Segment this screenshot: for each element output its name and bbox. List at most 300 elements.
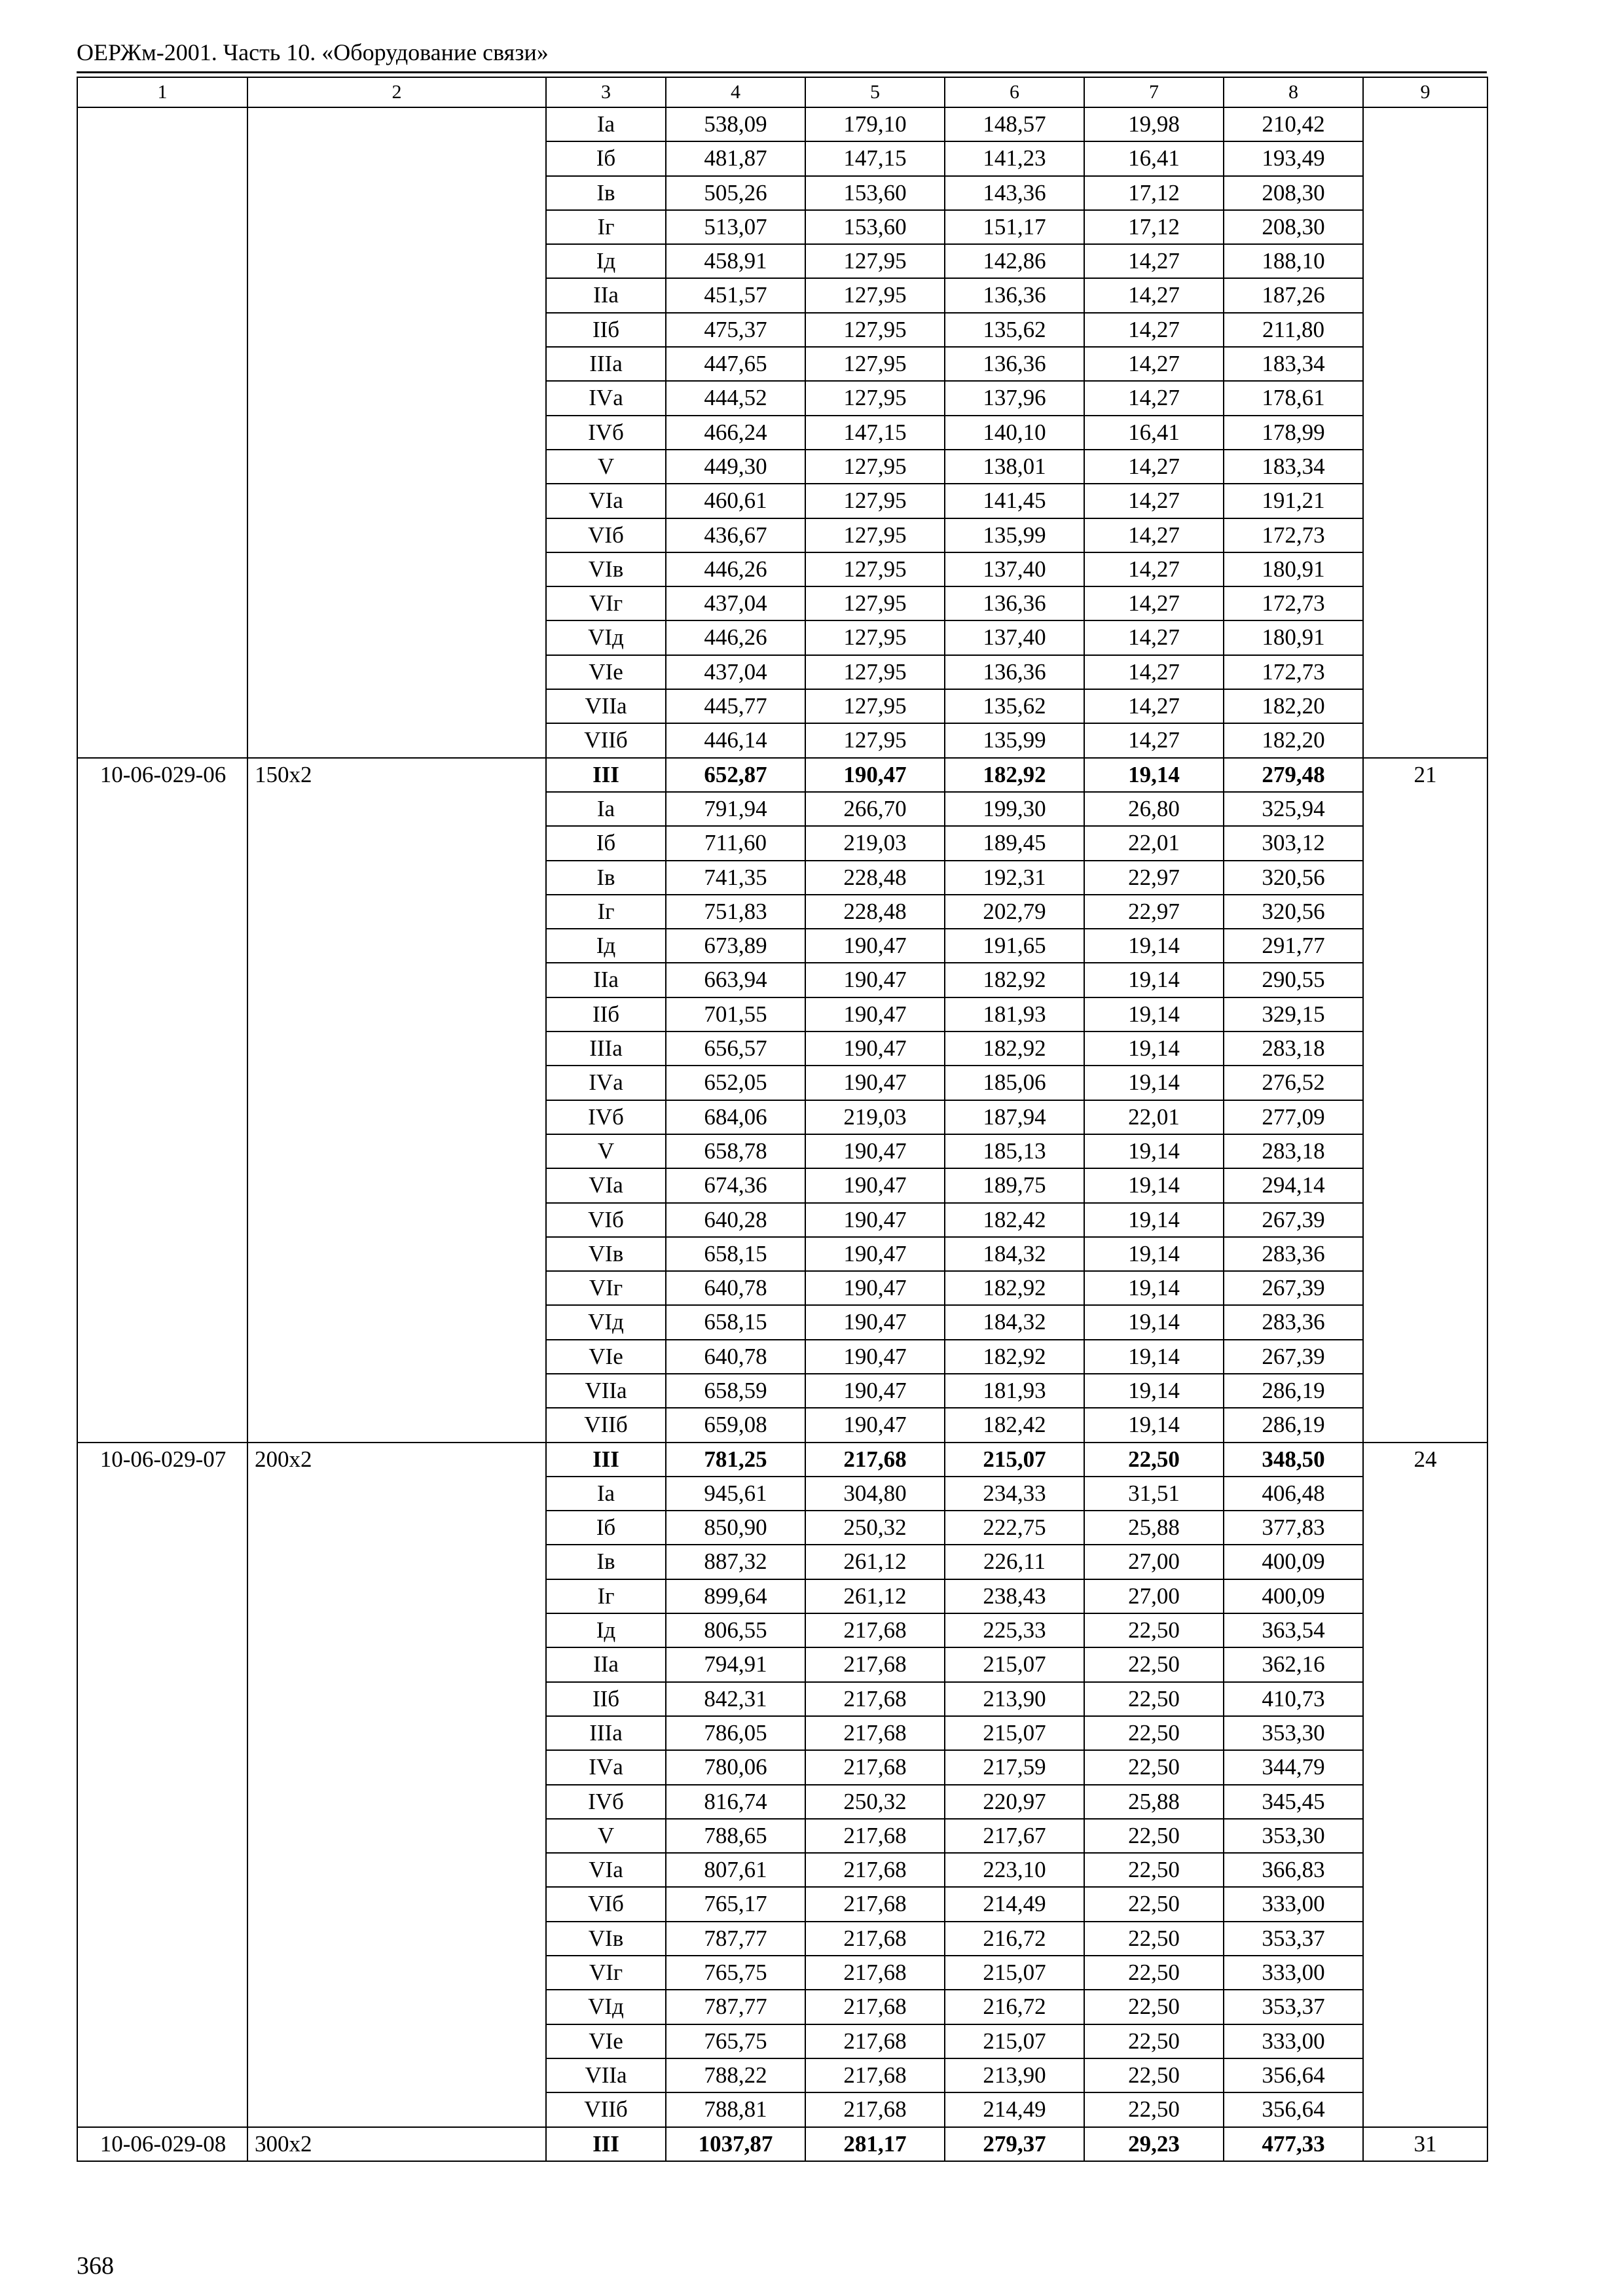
operator-wages-cell: 27,00: [1084, 1545, 1224, 1579]
cable-size-cell: [247, 1203, 546, 1237]
header-rule: [77, 71, 1487, 73]
wages-cell: 261,12: [805, 1579, 945, 1613]
machine-cost-cell: 135,62: [945, 689, 1084, 723]
machine-cost-cell: 215,07: [945, 1443, 1084, 1477]
column-number: 3: [546, 77, 666, 107]
wages-cell: 127,95: [805, 689, 945, 723]
cable-size-cell: [247, 484, 546, 518]
machine-cost-cell: 135,99: [945, 518, 1084, 552]
cable-size-cell: [247, 1682, 546, 1716]
machine-cost-cell: 199,30: [945, 792, 1084, 826]
cable-size-cell: [247, 1579, 546, 1613]
materials-cell: 267,39: [1224, 1203, 1363, 1237]
cable-size-cell: [247, 1305, 546, 1339]
table-row: [77, 1134, 1487, 1168]
rate-code-cell: [77, 1305, 247, 1339]
zone-cell: Iг: [546, 895, 666, 929]
wages-cell: 190,47: [805, 929, 945, 963]
cable-size-cell: [247, 1853, 546, 1887]
labor-hours-cell: [1363, 861, 1487, 895]
table-row: [77, 1750, 1487, 1784]
cable-size-cell: [247, 1237, 546, 1271]
materials-cell: 333,00: [1224, 2024, 1363, 2058]
wages-cell: 217,68: [805, 2058, 945, 2092]
rate-code-cell: 10-06-029-06: [77, 758, 247, 792]
operator-wages-cell: 22,01: [1084, 826, 1224, 860]
labor-hours-cell: [1363, 997, 1487, 1031]
zone-cell: Iг: [546, 1579, 666, 1613]
rate-code-cell: [77, 895, 247, 929]
table-row: [77, 107, 1487, 141]
rate-code-cell: [77, 347, 247, 381]
labor-hours-cell: [1363, 1647, 1487, 1681]
operator-wages-cell: 22,50: [1084, 2092, 1224, 2126]
materials-cell: 477,33: [1224, 2127, 1363, 2161]
zone-cell: VIIб: [546, 723, 666, 757]
rate-code-cell: [77, 1168, 247, 1202]
zone-cell: IIIа: [546, 347, 666, 381]
machine-cost-cell: 202,79: [945, 895, 1084, 929]
zone-cell: III: [546, 1443, 666, 1477]
column-number: 6: [945, 77, 1084, 107]
total-cost-cell: 899,64: [666, 1579, 805, 1613]
table-row: [77, 1990, 1487, 2024]
operator-wages-cell: 19,14: [1084, 1305, 1224, 1339]
labor-hours-cell: [1363, 1545, 1487, 1579]
labor-hours-cell: [1363, 1956, 1487, 1990]
machine-cost-cell: 214,49: [945, 2092, 1084, 2126]
wages-cell: 190,47: [805, 1271, 945, 1305]
cable-size-cell: [247, 1271, 546, 1305]
rate-code-cell: [77, 1271, 247, 1305]
cable-size-cell: [247, 176, 546, 210]
wages-cell: 261,12: [805, 1545, 945, 1579]
cable-size-cell: [247, 1956, 546, 1990]
operator-wages-cell: 14,27: [1084, 484, 1224, 518]
rate-code-cell: [77, 689, 247, 723]
machine-cost-cell: 279,37: [945, 2127, 1084, 2161]
zone-cell: Iа: [546, 107, 666, 141]
rate-code-cell: [77, 1682, 247, 1716]
rate-code-cell: [77, 620, 247, 655]
materials-cell: 377,83: [1224, 1511, 1363, 1545]
total-cost-cell: 437,04: [666, 655, 805, 689]
materials-cell: 353,30: [1224, 1819, 1363, 1853]
labor-hours-cell: [1363, 723, 1487, 757]
cable-size-cell: [247, 1750, 546, 1784]
table-row: [77, 1408, 1487, 1442]
total-cost-cell: 751,83: [666, 895, 805, 929]
materials-cell: 291,77: [1224, 929, 1363, 963]
labor-hours-cell: [1363, 176, 1487, 210]
machine-cost-cell: 222,75: [945, 1511, 1084, 1545]
table-row: [77, 1682, 1487, 1716]
zone-cell: IIа: [546, 1647, 666, 1681]
labor-hours-cell: [1363, 586, 1487, 620]
materials-cell: 366,83: [1224, 1853, 1363, 1887]
wages-cell: 127,95: [805, 484, 945, 518]
rate-code-cell: [77, 1340, 247, 1374]
table-row: [77, 997, 1487, 1031]
labor-hours-cell: 31: [1363, 2127, 1487, 2161]
machine-cost-cell: 141,23: [945, 141, 1084, 175]
total-cost-cell: 445,77: [666, 689, 805, 723]
operator-wages-cell: 17,12: [1084, 176, 1224, 210]
zone-cell: VIа: [546, 1853, 666, 1887]
rate-code-cell: [77, 1511, 247, 1545]
operator-wages-cell: 22,97: [1084, 895, 1224, 929]
operator-wages-cell: 22,50: [1084, 2058, 1224, 2092]
total-cost-cell: 781,25: [666, 1443, 805, 1477]
materials-cell: 353,37: [1224, 1990, 1363, 2024]
zone-cell: IIб: [546, 997, 666, 1031]
cable-size-cell: 300x2: [247, 2127, 546, 2161]
zone-cell: IIб: [546, 1682, 666, 1716]
total-cost-cell: 673,89: [666, 929, 805, 963]
wages-cell: 190,47: [805, 963, 945, 997]
labor-hours-cell: [1363, 2092, 1487, 2126]
total-cost-cell: 451,57: [666, 278, 805, 312]
total-cost-cell: 806,55: [666, 1613, 805, 1647]
machine-cost-cell: 182,92: [945, 963, 1084, 997]
zone-cell: VIд: [546, 1305, 666, 1339]
cable-size-cell: [247, 1408, 546, 1442]
total-cost-cell: 458,91: [666, 244, 805, 278]
zone-cell: IVб: [546, 416, 666, 450]
operator-wages-cell: 22,97: [1084, 861, 1224, 895]
labor-hours-cell: [1363, 963, 1487, 997]
cable-size-cell: 150x2: [247, 758, 546, 792]
wages-cell: 190,47: [805, 758, 945, 792]
total-cost-cell: 816,74: [666, 1785, 805, 1819]
total-cost-cell: 658,15: [666, 1237, 805, 1271]
page-number: 368: [77, 2252, 114, 2280]
cable-size-cell: [247, 1819, 546, 1853]
table-row: [77, 1168, 1487, 1202]
cable-size-cell: [247, 1785, 546, 1819]
zone-cell: VIIб: [546, 2092, 666, 2126]
table-row: [77, 518, 1487, 552]
machine-cost-cell: 238,43: [945, 1579, 1084, 1613]
total-cost-cell: 444,52: [666, 381, 805, 415]
materials-cell: 286,19: [1224, 1408, 1363, 1442]
labor-hours-cell: [1363, 1031, 1487, 1066]
operator-wages-cell: 19,14: [1084, 1168, 1224, 1202]
rate-code-cell: [77, 963, 247, 997]
cable-size-cell: [247, 586, 546, 620]
table-row: [77, 141, 1487, 175]
labor-hours-cell: [1363, 1887, 1487, 1921]
zone-cell: VIIб: [546, 1408, 666, 1442]
operator-wages-cell: 14,27: [1084, 278, 1224, 312]
wages-cell: 190,47: [805, 1374, 945, 1408]
total-cost-cell: 659,08: [666, 1408, 805, 1442]
labor-hours-cell: [1363, 1613, 1487, 1647]
materials-cell: 172,73: [1224, 518, 1363, 552]
materials-cell: 283,18: [1224, 1134, 1363, 1168]
table-row: [77, 1203, 1487, 1237]
total-cost-cell: 887,32: [666, 1545, 805, 1579]
materials-cell: 400,09: [1224, 1545, 1363, 1579]
table-row: [77, 620, 1487, 655]
total-cost-cell: 788,65: [666, 1819, 805, 1853]
machine-cost-cell: 213,90: [945, 1682, 1084, 1716]
zone-cell: VIIа: [546, 2058, 666, 2092]
materials-cell: 348,50: [1224, 1443, 1363, 1477]
zone-cell: VIг: [546, 1271, 666, 1305]
rate-code-cell: [77, 176, 247, 210]
zone-cell: Iд: [546, 929, 666, 963]
labor-hours-cell: [1363, 1168, 1487, 1202]
rate-code-cell: [77, 826, 247, 860]
total-cost-cell: 807,61: [666, 1853, 805, 1887]
machine-cost-cell: 191,65: [945, 929, 1084, 963]
cable-size-cell: [247, 1168, 546, 1202]
machine-cost-cell: 135,99: [945, 723, 1084, 757]
wages-cell: 217,68: [805, 1922, 945, 1956]
labor-hours-cell: [1363, 1853, 1487, 1887]
labor-hours-cell: [1363, 929, 1487, 963]
zone-cell: IIб: [546, 313, 666, 347]
machine-cost-cell: 182,42: [945, 1408, 1084, 1442]
rate-code-cell: [77, 586, 247, 620]
wages-cell: 190,47: [805, 1305, 945, 1339]
rate-code-cell: [77, 2092, 247, 2126]
materials-cell: 325,94: [1224, 792, 1363, 826]
labor-hours-cell: [1363, 1374, 1487, 1408]
machine-cost-cell: 136,36: [945, 586, 1084, 620]
rate-code-cell: [77, 1819, 247, 1853]
labor-hours-cell: [1363, 792, 1487, 826]
operator-wages-cell: 22,50: [1084, 1443, 1224, 1477]
wages-cell: 179,10: [805, 107, 945, 141]
total-cost-cell: 505,26: [666, 176, 805, 210]
labor-hours-cell: [1363, 1408, 1487, 1442]
rate-code-cell: [77, 278, 247, 312]
labor-hours-cell: [1363, 552, 1487, 586]
total-cost-cell: 786,05: [666, 1716, 805, 1750]
operator-wages-cell: 14,27: [1084, 552, 1224, 586]
total-cost-cell: 652,87: [666, 758, 805, 792]
operator-wages-cell: 22,50: [1084, 1819, 1224, 1853]
column-number-row: [77, 77, 1487, 107]
labor-hours-cell: [1363, 381, 1487, 415]
machine-cost-cell: 226,11: [945, 1545, 1084, 1579]
materials-cell: 290,55: [1224, 963, 1363, 997]
operator-wages-cell: 22,50: [1084, 1613, 1224, 1647]
total-cost-cell: 684,06: [666, 1100, 805, 1134]
zone-cell: VIа: [546, 484, 666, 518]
materials-cell: 283,18: [1224, 1031, 1363, 1066]
machine-cost-cell: 140,10: [945, 416, 1084, 450]
table-row: [77, 313, 1487, 347]
total-cost-cell: 446,14: [666, 723, 805, 757]
machine-cost-cell: 137,40: [945, 552, 1084, 586]
operator-wages-cell: 14,27: [1084, 586, 1224, 620]
rate-code-cell: [77, 1408, 247, 1442]
machine-cost-cell: 185,13: [945, 1134, 1084, 1168]
materials-cell: 345,45: [1224, 1785, 1363, 1819]
cable-size-cell: [247, 1545, 546, 1579]
labor-hours-cell: [1363, 2058, 1487, 2092]
zone-cell: VIв: [546, 1237, 666, 1271]
total-cost-cell: 447,65: [666, 347, 805, 381]
cable-size-cell: [247, 963, 546, 997]
table-row: [77, 278, 1487, 312]
materials-cell: 283,36: [1224, 1237, 1363, 1271]
wages-cell: 217,68: [805, 1443, 945, 1477]
labor-hours-cell: 24: [1363, 1443, 1487, 1477]
total-cost-cell: 1037,87: [666, 2127, 805, 2161]
labor-hours-cell: [1363, 107, 1487, 141]
labor-hours-cell: [1363, 895, 1487, 929]
wages-cell: 304,80: [805, 1477, 945, 1511]
operator-wages-cell: 22,50: [1084, 1990, 1224, 2024]
wages-cell: 190,47: [805, 1134, 945, 1168]
column-number: 9: [1363, 77, 1487, 107]
wages-cell: 217,68: [805, 1682, 945, 1716]
rate-code-cell: [77, 723, 247, 757]
operator-wages-cell: 19,14: [1084, 1134, 1224, 1168]
materials-cell: 276,52: [1224, 1066, 1363, 1100]
total-cost-cell: 658,59: [666, 1374, 805, 1408]
machine-cost-cell: 217,67: [945, 1819, 1084, 1853]
cable-size-cell: [247, 1716, 546, 1750]
rate-code-cell: [77, 1785, 247, 1819]
operator-wages-cell: 14,27: [1084, 723, 1224, 757]
machine-cost-cell: 223,10: [945, 1853, 1084, 1887]
wages-cell: 250,32: [805, 1785, 945, 1819]
rate-code-cell: [77, 450, 247, 484]
zone-cell: Iа: [546, 792, 666, 826]
labor-hours-cell: [1363, 518, 1487, 552]
cable-size-cell: [247, 826, 546, 860]
cable-size-cell: [247, 278, 546, 312]
cable-size-cell: [247, 210, 546, 244]
table-row: [77, 381, 1487, 415]
machine-cost-cell: 141,45: [945, 484, 1084, 518]
total-cost-cell: 658,78: [666, 1134, 805, 1168]
operator-wages-cell: 14,27: [1084, 347, 1224, 381]
table-row: [77, 1340, 1487, 1374]
materials-cell: 183,34: [1224, 347, 1363, 381]
table-row: [77, 758, 1487, 792]
operator-wages-cell: 16,41: [1084, 141, 1224, 175]
materials-cell: 303,12: [1224, 826, 1363, 860]
wages-cell: 190,47: [805, 1168, 945, 1202]
labor-hours-cell: [1363, 1237, 1487, 1271]
cable-size-cell: [247, 1887, 546, 1921]
materials-cell: 183,34: [1224, 450, 1363, 484]
machine-cost-cell: 184,32: [945, 1305, 1084, 1339]
wages-cell: 219,03: [805, 826, 945, 860]
cable-size-cell: [247, 689, 546, 723]
wages-cell: 147,15: [805, 416, 945, 450]
operator-wages-cell: 14,27: [1084, 518, 1224, 552]
rate-code-cell: [77, 861, 247, 895]
cable-size-cell: [247, 518, 546, 552]
operator-wages-cell: 14,27: [1084, 381, 1224, 415]
total-cost-cell: 538,09: [666, 107, 805, 141]
table-row: [77, 484, 1487, 518]
machine-cost-cell: 220,97: [945, 1785, 1084, 1819]
operator-wages-cell: 14,27: [1084, 450, 1224, 484]
rate-code-cell: [77, 141, 247, 175]
rate-code-cell: [77, 1922, 247, 1956]
materials-cell: 178,61: [1224, 381, 1363, 415]
operator-wages-cell: 22,50: [1084, 1922, 1224, 1956]
zone-cell: Iг: [546, 210, 666, 244]
operator-wages-cell: 19,14: [1084, 1374, 1224, 1408]
wages-cell: 127,95: [805, 347, 945, 381]
wages-cell: 127,95: [805, 620, 945, 655]
total-cost-cell: 513,07: [666, 210, 805, 244]
operator-wages-cell: 14,27: [1084, 620, 1224, 655]
table-row: [77, 723, 1487, 757]
rate-code-cell: [77, 1134, 247, 1168]
zone-cell: V: [546, 1134, 666, 1168]
machine-cost-cell: 217,59: [945, 1750, 1084, 1784]
wages-cell: 228,48: [805, 895, 945, 929]
zone-cell: Iв: [546, 176, 666, 210]
total-cost-cell: 765,75: [666, 1956, 805, 1990]
total-cost-cell: 460,61: [666, 484, 805, 518]
machine-cost-cell: 192,31: [945, 861, 1084, 895]
materials-cell: 178,99: [1224, 416, 1363, 450]
rate-code-cell: [77, 1750, 247, 1784]
materials-cell: 267,39: [1224, 1271, 1363, 1305]
zone-cell: Iб: [546, 1511, 666, 1545]
table-row: [77, 1785, 1487, 1819]
rate-code-cell: [77, 655, 247, 689]
materials-cell: 267,39: [1224, 1340, 1363, 1374]
zone-cell: III: [546, 758, 666, 792]
cable-size-cell: [247, 347, 546, 381]
materials-cell: 182,20: [1224, 723, 1363, 757]
labor-hours-cell: [1363, 278, 1487, 312]
table-row: [77, 1647, 1487, 1681]
table-row: [77, 1511, 1487, 1545]
rate-code-cell: [77, 1990, 247, 2024]
zone-cell: VIв: [546, 1922, 666, 1956]
table-row: [77, 929, 1487, 963]
zone-cell: IVб: [546, 1785, 666, 1819]
materials-cell: 362,16: [1224, 1647, 1363, 1681]
materials-cell: 356,64: [1224, 2058, 1363, 2092]
column-number: 8: [1224, 77, 1363, 107]
table-row: [77, 1716, 1487, 1750]
cable-size-cell: [247, 1647, 546, 1681]
wages-cell: 217,68: [805, 2024, 945, 2058]
rate-code-cell: [77, 1956, 247, 1990]
cable-size-cell: [247, 313, 546, 347]
machine-cost-cell: 182,92: [945, 758, 1084, 792]
wages-cell: 217,68: [805, 1716, 945, 1750]
total-cost-cell: 674,36: [666, 1168, 805, 1202]
zone-cell: IIа: [546, 963, 666, 997]
rate-code-cell: [77, 997, 247, 1031]
materials-cell: 333,00: [1224, 1887, 1363, 1921]
wages-cell: 127,95: [805, 586, 945, 620]
rate-code-cell: [77, 1031, 247, 1066]
rate-code-cell: [77, 244, 247, 278]
labor-hours-cell: [1363, 1305, 1487, 1339]
materials-cell: 356,64: [1224, 2092, 1363, 2126]
labor-hours-cell: [1363, 1203, 1487, 1237]
materials-cell: 180,91: [1224, 620, 1363, 655]
materials-cell: 286,19: [1224, 1374, 1363, 1408]
cable-size-cell: [247, 997, 546, 1031]
